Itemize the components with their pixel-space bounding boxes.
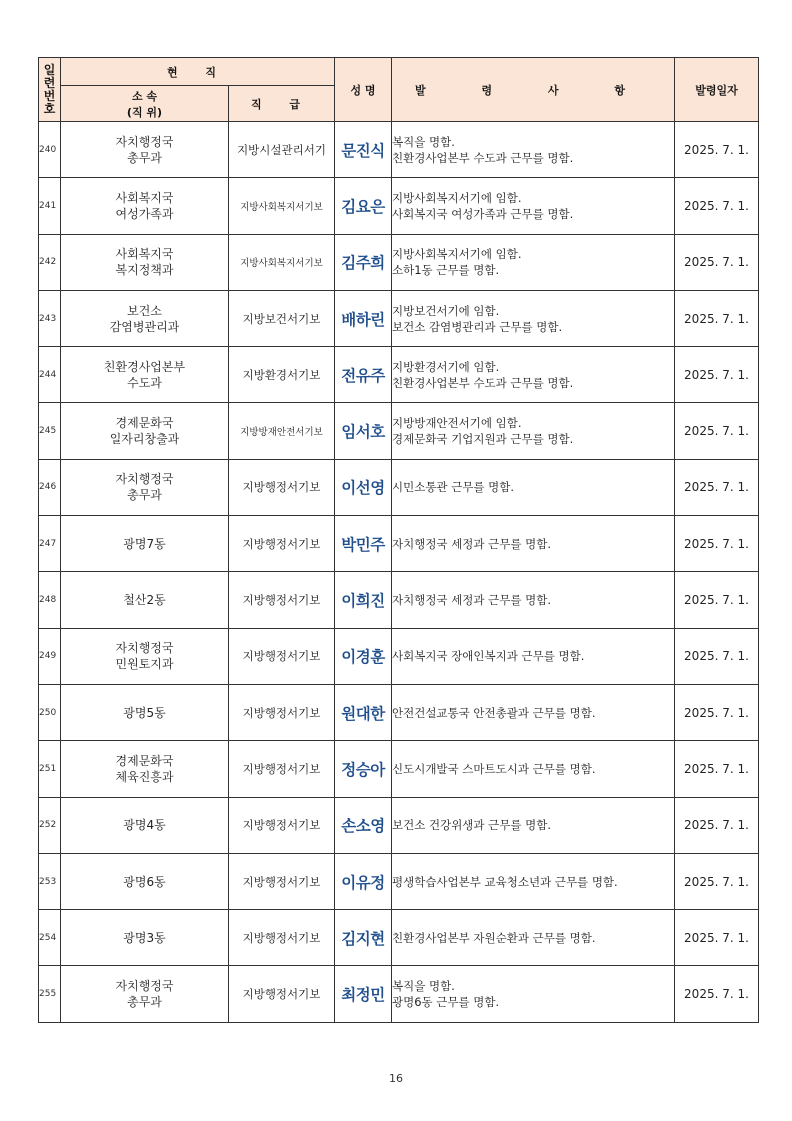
table-row xyxy=(39,628,759,684)
row-order-line1: 자치행정국 세정과 근무를 명함. xyxy=(392,593,552,608)
table-row xyxy=(39,178,759,234)
row-order-line1: 지방보건서기에 임함. xyxy=(392,303,500,318)
row-affiliation-line2: 총무과 xyxy=(127,150,162,165)
table-row xyxy=(39,966,759,1022)
row-date: 2025. 7. 1. xyxy=(675,910,759,966)
row-order xyxy=(392,290,675,346)
row-name: 손소영 xyxy=(335,797,392,853)
row-name: 문진식 xyxy=(335,122,392,178)
row-affiliation xyxy=(61,628,229,684)
row-order xyxy=(392,684,675,740)
row-affiliation-line1: 사회복지국 xyxy=(115,190,174,205)
row-order-line2: 보건소 감염병관리과 근무를 명함. xyxy=(392,319,563,334)
row-number: 251 xyxy=(39,741,61,797)
row-number: 255 xyxy=(39,966,61,1022)
row-order-line1: 지방사회복지서기에 임함. xyxy=(392,247,522,262)
row-name: 김주희 xyxy=(335,234,392,290)
row-affiliation-line2: 민원토지과 xyxy=(115,657,174,672)
row-affiliation-line1: 광명3동 xyxy=(123,930,166,945)
row-number: 247 xyxy=(39,516,61,572)
row-date: 2025. 7. 1. xyxy=(675,741,759,797)
table-row xyxy=(39,684,759,740)
table-row xyxy=(39,741,759,797)
row-affiliation-line1: 보건소 xyxy=(127,303,162,318)
row-name: 정승아 xyxy=(335,741,392,797)
table-row xyxy=(39,290,759,346)
row-order-line1: 복직을 명함. xyxy=(392,134,455,149)
table-row xyxy=(39,853,759,909)
row-affiliation-line1: 광명6동 xyxy=(123,874,166,889)
row-affiliation-line1: 광명7동 xyxy=(123,536,166,551)
row-name: 임서호 xyxy=(335,403,392,459)
row-affiliation-line1: 광명4동 xyxy=(123,818,166,833)
row-rank: 지방행정서기보 xyxy=(229,741,335,797)
row-order-line1: 친환경사업본부 자원순환과 근무를 명함. xyxy=(392,930,596,945)
row-number: 250 xyxy=(39,684,61,740)
row-order-line1: 지방환경서기에 임함. xyxy=(392,359,500,374)
row-rank: 지방행정서기보 xyxy=(229,853,335,909)
row-order-line2: 광명6동 근무를 명함. xyxy=(392,995,500,1010)
header-current-position: 현 직 xyxy=(61,58,335,86)
row-date: 2025. 7. 1. xyxy=(675,628,759,684)
row-rank: 지방시설관리서기 xyxy=(229,122,335,178)
row-affiliation xyxy=(61,684,229,740)
row-order-line1: 사회복지국 장애인복지과 근무를 명함. xyxy=(392,649,585,664)
row-order xyxy=(392,234,675,290)
row-order-line1: 자치행정국 세정과 근무를 명함. xyxy=(392,536,552,551)
row-affiliation-line2: 여성가족과 xyxy=(115,206,174,221)
row-number: 253 xyxy=(39,853,61,909)
header-name: 성 명 xyxy=(335,58,392,122)
row-affiliation xyxy=(61,797,229,853)
row-affiliation-line1: 경제문화국 xyxy=(115,416,174,431)
row-rank: 지방환경서기보 xyxy=(229,347,335,403)
table-row xyxy=(39,572,759,628)
row-order xyxy=(392,403,675,459)
row-order-line2: 친환경사업본부 수도과 근무를 명함. xyxy=(392,150,574,165)
row-order xyxy=(392,347,675,403)
row-order-line2: 경제문화국 기업지원과 근무를 명함. xyxy=(392,432,574,447)
row-affiliation-line2: 수도과 xyxy=(127,375,162,390)
header-order: 발 령 사 항 xyxy=(392,58,675,122)
row-order xyxy=(392,853,675,909)
header-rank: 직 급 xyxy=(229,86,335,122)
row-order xyxy=(392,741,675,797)
row-date: 2025. 7. 1. xyxy=(675,178,759,234)
row-number: 245 xyxy=(39,403,61,459)
row-order xyxy=(392,910,675,966)
row-affiliation-line2: 일자리창출과 xyxy=(109,432,180,447)
table-row xyxy=(39,234,759,290)
row-rank: 지방행정서기보 xyxy=(229,684,335,740)
row-order-line1: 평생학습사업본부 교육청소년과 근무를 명함. xyxy=(392,874,618,889)
row-affiliation-line1: 자치행정국 xyxy=(115,472,174,487)
row-name: 원대한 xyxy=(335,684,392,740)
header-affiliation xyxy=(61,86,229,122)
row-rank: 지방방재안전서기보 xyxy=(229,403,335,459)
row-affiliation xyxy=(61,122,229,178)
row-date: 2025. 7. 1. xyxy=(675,403,759,459)
row-name: 이선영 xyxy=(335,459,392,515)
table-row xyxy=(39,516,759,572)
row-order xyxy=(392,122,675,178)
row-affiliation-line2: 총무과 xyxy=(127,488,162,503)
header-serial: 일련번호 xyxy=(39,58,61,122)
row-order xyxy=(392,178,675,234)
row-number: 249 xyxy=(39,628,61,684)
row-order-line1: 지방방재안전서기에 임함. xyxy=(392,416,522,431)
row-name: 이희진 xyxy=(335,572,392,628)
row-affiliation-line1: 자치행정국 xyxy=(115,641,174,656)
row-number: 240 xyxy=(39,122,61,178)
row-date: 2025. 7. 1. xyxy=(675,966,759,1022)
row-affiliation xyxy=(61,234,229,290)
row-date: 2025. 7. 1. xyxy=(675,122,759,178)
row-rank: 지방행정서기보 xyxy=(229,966,335,1022)
page-number: 16 xyxy=(389,1072,403,1085)
row-number: 243 xyxy=(39,290,61,346)
row-rank: 지방사회복지서기보 xyxy=(229,178,335,234)
row-order xyxy=(392,516,675,572)
row-order xyxy=(392,797,675,853)
row-name: 전유주 xyxy=(335,347,392,403)
row-affiliation-line1: 경제문화국 xyxy=(115,753,174,768)
table-row xyxy=(39,122,759,178)
row-affiliation-line1: 사회복지국 xyxy=(115,247,174,262)
header-affiliation-label: 소 속 xyxy=(131,89,158,103)
row-name: 김요은 xyxy=(335,178,392,234)
row-date: 2025. 7. 1. xyxy=(675,853,759,909)
personnel-order-table xyxy=(38,57,759,1023)
row-order xyxy=(392,628,675,684)
table-row xyxy=(39,797,759,853)
row-order-line2: 사회복지국 여성가족과 근무를 명함. xyxy=(392,206,574,221)
row-affiliation-line2: 체육진흥과 xyxy=(115,769,174,784)
row-date: 2025. 7. 1. xyxy=(675,797,759,853)
row-name: 이유정 xyxy=(335,853,392,909)
header-affiliation-sub: (직 위) xyxy=(126,105,163,119)
row-rank: 지방행정서기보 xyxy=(229,572,335,628)
row-affiliation xyxy=(61,347,229,403)
row-order-line2: 친환경사업본부 수도과 근무를 명함. xyxy=(392,375,574,390)
row-date: 2025. 7. 1. xyxy=(675,684,759,740)
row-order xyxy=(392,966,675,1022)
row-order-line1: 시민소통관 근무를 명함. xyxy=(392,480,515,495)
row-affiliation-line1: 광명5동 xyxy=(123,705,166,720)
row-date: 2025. 7. 1. xyxy=(675,572,759,628)
row-affiliation xyxy=(61,853,229,909)
row-order-line1: 지방사회복지서기에 임함. xyxy=(392,190,522,205)
row-number: 242 xyxy=(39,234,61,290)
row-date: 2025. 7. 1. xyxy=(675,290,759,346)
row-date: 2025. 7. 1. xyxy=(675,459,759,515)
row-affiliation-line1: 철산2동 xyxy=(123,593,166,608)
row-order-line2: 소하1동 근무를 명함. xyxy=(392,263,500,278)
row-affiliation-line1: 자치행정국 xyxy=(115,979,174,994)
row-date: 2025. 7. 1. xyxy=(675,516,759,572)
row-date: 2025. 7. 1. xyxy=(675,347,759,403)
row-affiliation xyxy=(61,178,229,234)
row-affiliation xyxy=(61,516,229,572)
row-date: 2025. 7. 1. xyxy=(675,234,759,290)
row-affiliation xyxy=(61,403,229,459)
row-affiliation xyxy=(61,459,229,515)
row-rank: 지방행정서기보 xyxy=(229,516,335,572)
row-rank: 지방행정서기보 xyxy=(229,628,335,684)
row-name: 이경훈 xyxy=(335,628,392,684)
row-number: 254 xyxy=(39,910,61,966)
table-row xyxy=(39,910,759,966)
row-number: 246 xyxy=(39,459,61,515)
row-affiliation xyxy=(61,741,229,797)
row-rank: 지방행정서기보 xyxy=(229,910,335,966)
row-order-line1: 보건소 건강위생과 근무를 명함. xyxy=(392,818,552,833)
row-affiliation-line2: 총무과 xyxy=(127,995,162,1010)
row-rank: 지방보건서기보 xyxy=(229,290,335,346)
row-rank: 지방행정서기보 xyxy=(229,797,335,853)
row-name: 배하린 xyxy=(335,290,392,346)
table-row xyxy=(39,347,759,403)
row-number: 248 xyxy=(39,572,61,628)
row-rank: 지방행정서기보 xyxy=(229,459,335,515)
row-affiliation xyxy=(61,966,229,1022)
table-body xyxy=(39,122,759,1023)
row-name: 김지현 xyxy=(335,910,392,966)
row-affiliation xyxy=(61,290,229,346)
row-affiliation-line1: 친환경사업본부 xyxy=(103,359,186,374)
row-number: 241 xyxy=(39,178,61,234)
row-number: 252 xyxy=(39,797,61,853)
row-name: 박민주 xyxy=(335,516,392,572)
row-affiliation xyxy=(61,572,229,628)
row-name: 최정민 xyxy=(335,966,392,1022)
row-order xyxy=(392,572,675,628)
header-date: 발령일자 xyxy=(675,58,759,122)
table-row xyxy=(39,459,759,515)
row-order-line1: 신도시개발국 스마트도시과 근무를 명함. xyxy=(392,761,596,776)
row-order-line1: 안전건설교통국 안전총괄과 근무를 명함. xyxy=(392,705,596,720)
row-affiliation-line2: 복지정책과 xyxy=(115,263,174,278)
row-rank: 지방사회복지서기보 xyxy=(229,234,335,290)
row-order xyxy=(392,459,675,515)
row-affiliation xyxy=(61,910,229,966)
row-affiliation-line2: 감염병관리과 xyxy=(109,319,180,334)
row-order-line1: 복직을 명함. xyxy=(392,979,455,994)
row-number: 244 xyxy=(39,347,61,403)
table-row xyxy=(39,403,759,459)
row-affiliation-line1: 자치행정국 xyxy=(115,134,174,149)
